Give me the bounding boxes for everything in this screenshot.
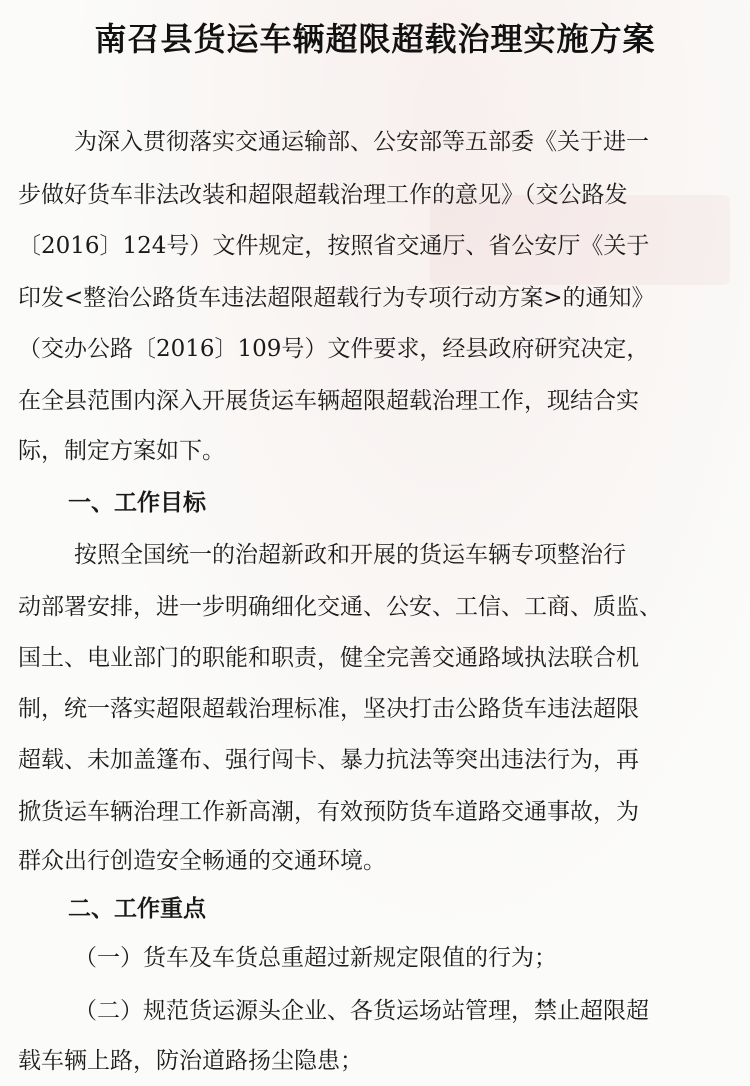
- section2-heading: 二、工作重点: [68, 896, 206, 922]
- intro-line-2: 步做好货车非法改装和超限超载治理工作的意见》（交公路发: [18, 182, 628, 208]
- section1-line-4: 制，统一落实超限超载治理标准，坚决打击公路货车违法超限: [18, 696, 639, 722]
- intro-line-5: （交办公路〔2016〕109号）文件要求，经县政府研究决定，: [18, 336, 650, 362]
- intro-line-3: 〔2016〕124号）文件规定，按照省交通厅、省公安厅《关于: [18, 233, 650, 259]
- section1-line-3: 国土、电业部门的职能和职责，健全完善交通路域执法联合机: [18, 645, 639, 671]
- section1-line-7: 群众出行创造安全畅通的交通环境。: [18, 848, 386, 874]
- intro-line-6: 在全县范围内深入开展货运车辆超限超载治理工作，现结合实: [18, 388, 639, 414]
- intro-line-7: 际，制定方案如下。: [18, 438, 225, 464]
- section2-line-1: （一）货车及车货总重超过新规定限值的行为；: [74, 945, 557, 971]
- intro-line-4: 印发<整治公路货车违法超限超载行为专项行动方案>的通知》: [18, 285, 655, 311]
- section2-line-3: 载车辆上路，防治道路扬尘隐患；: [18, 1048, 363, 1074]
- section1-line-5: 超载、未加盖篷布、强行闯卡、暴力抗法等突出违法行为，再: [18, 747, 639, 773]
- section1-line-6: 掀货运车辆治理工作新高潮，有效预防货车道路交通事故，为: [18, 799, 639, 825]
- section1-line-1: 按照全国统一的治超新政和开展的货运车辆专项整治行: [74, 542, 626, 568]
- document-title: 南召县货运车辆超限超载治理实施方案: [94, 20, 656, 58]
- section1-line-2: 动部署安排，进一步明确细化交通、公安、工信、工商、质监、: [18, 594, 662, 620]
- section2-line-2: （二）规范货运源头企业、各货运场站管理，禁止超限超: [74, 998, 649, 1024]
- intro-line-1: 为深入贯彻落实交通运输部、公安部等五部委《关于进一: [74, 129, 649, 155]
- section1-heading: 一、工作目标: [68, 490, 206, 516]
